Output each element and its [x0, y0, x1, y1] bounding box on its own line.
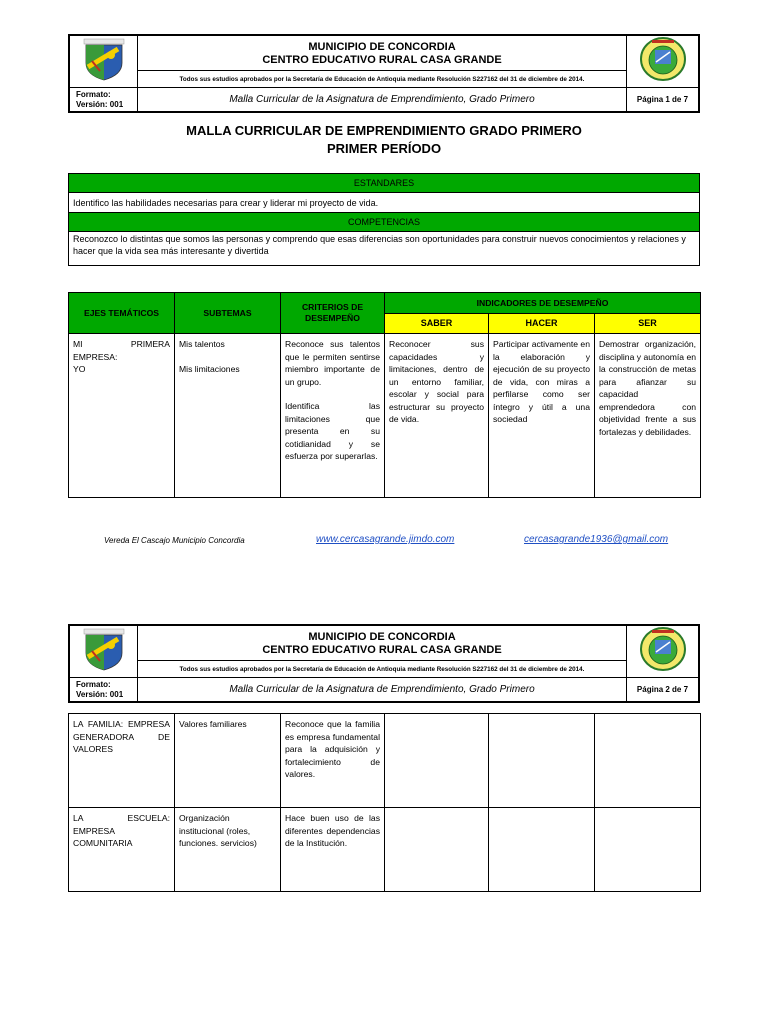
- criterio-cell: Reconoce que la familia es empresa fundamental para la adquisición y fortalecimiento de valores.: [281, 714, 385, 808]
- municipality-name: MUNICIPIO DE CONCORDIA: [308, 41, 456, 53]
- document-title-block: [68, 122, 700, 158]
- eje-cell: [69, 334, 175, 498]
- footer-location: Vereda El Cascajo Municipio Concordia: [104, 536, 245, 545]
- subtema-cell: Valores familiares: [175, 714, 281, 808]
- ser-cell: Demostrar organización, disciplina y autonomía en la construcción de metas para afianzar su capacidad emprendedora con objetividad frente a sus fortalezas y debilidades.: [595, 334, 701, 498]
- school-crest-left: [70, 626, 138, 678]
- competencies-text: Reconozco lo distintas que somos las personas y comprendo que esas diferencias son oportunidades para construir nuevos conocimientos y relaciones y hacer que la vida sea más interesante y divertida: [69, 232, 700, 266]
- school-name: CENTRO EDUCATIVO RURAL CASA GRANDE: [262, 54, 502, 66]
- document-title: MALLA CURRICULAR DE EMPRENDIMIENTO GRADO PRIMERO: [186, 123, 582, 138]
- col-criterios-header: CRITERIOS DE DESEMPEÑO: [281, 293, 385, 334]
- seal-icon: [638, 626, 688, 672]
- version-label: Versión: 001: [76, 99, 124, 109]
- page1-header: [68, 34, 700, 113]
- subtema-item: Mis talentos: [179, 339, 225, 349]
- criterio-cell: [281, 334, 385, 498]
- col-subtemas-header: SUBTEMAS: [175, 293, 281, 334]
- saber-cell: [385, 808, 489, 892]
- period-title: PRIMER PERÍODO: [326, 141, 442, 156]
- municipality-name: MUNICIPIO DE CONCORDIA: [308, 631, 456, 643]
- hacer-cell: [489, 714, 595, 808]
- hacer-cell: [489, 808, 595, 892]
- table-row: [69, 714, 701, 808]
- col-ejes-header: EJES TEMÁTICOS: [69, 293, 175, 334]
- standards-header: ESTANDARES: [69, 174, 700, 193]
- format-version-cell: [70, 88, 138, 112]
- eje-line: MI PRIMERA EMPRESA:: [73, 339, 170, 362]
- ser-cell: [595, 808, 701, 892]
- eje-cell: LA FAMILIA: EMPRESA GENERADORA DE VALORES: [69, 714, 175, 808]
- crest-icon: [78, 37, 130, 81]
- col-hacer-header: HACER: [489, 314, 595, 334]
- hacer-cell: Participar activamente en la elaboración y ejecución de su proyecto de vida, con miras a perfilarse como ser íntegro y útil a una sociedad: [489, 334, 595, 498]
- page-number: Página 1 de 7: [627, 88, 699, 112]
- table-row: [69, 808, 701, 892]
- saber-cell: Reconocer sus capacidades y limitaciones, dentro de un entorno familiar, escolar y social para estructurar su proyecto de vida.: [385, 334, 489, 498]
- footer-email-link[interactable]: cercasagrande1936@gmail.com: [524, 534, 669, 545]
- subtema-cell: [175, 334, 281, 498]
- criterio-item: Reconoce sus talentos que le permiten sentirse miembro importante de un grupo.: [285, 339, 380, 387]
- footer-website-link[interactable]: www.cercasagrande.jimdo.com: [316, 534, 455, 545]
- table-row: [69, 334, 701, 498]
- header-title-cell: [138, 36, 627, 71]
- curriculum-table-page2: [68, 713, 701, 892]
- curriculum-table: [68, 292, 701, 498]
- malla-subtitle: Malla Curricular de la Asignatura de Emprendimiento, Grado Primero: [138, 678, 627, 702]
- col-saber-header: SABER: [385, 314, 489, 334]
- page2-header: [68, 624, 700, 703]
- school-seal-right: [627, 626, 699, 678]
- header-title-cell: [138, 626, 627, 661]
- school-name: CENTRO EDUCATIVO RURAL CASA GRANDE: [262, 644, 502, 656]
- subtema-item: Mis limitaciones: [179, 363, 240, 374]
- subtema-cell: Organización institucional (roles, funciones. servicios): [175, 808, 281, 892]
- competencies-header: COMPETENCIAS: [69, 213, 700, 232]
- eje-line: YO: [73, 364, 86, 374]
- school-seal-right: [627, 36, 699, 88]
- criterio-cell: Hace buen uso de las diferentes dependencias de la Institución.: [281, 808, 385, 892]
- accreditation-note: Todos sus estudios aprobados por la Secretaría de Educación de Antioquia mediante Resolución S227162 del 31 de diciembre de 2014.: [138, 71, 627, 88]
- page-number: Página 2 de 7: [627, 678, 699, 702]
- ser-cell: [595, 714, 701, 808]
- col-ser-header: SER: [595, 314, 701, 334]
- format-version-cell: [70, 678, 138, 702]
- standards-table: [68, 173, 700, 266]
- accreditation-note: Todos sus estudios aprobados por la Secretaría de Educación de Antioquia mediante Resolución S227162 del 31 de diciembre de 2014.: [138, 661, 627, 678]
- seal-icon: [638, 36, 688, 82]
- malla-subtitle: Malla Curricular de la Asignatura de Emprendimiento, Grado Primero: [138, 88, 627, 112]
- format-label: Formato:: [76, 679, 111, 689]
- eje-cell: LA ESCUELA: EMPRESA COMUNITARIA: [69, 808, 175, 892]
- criterio-item: Identifica las limitaciones que presenta en su cotidianidad y se esfuerza por superarlas.: [285, 401, 380, 461]
- saber-cell: [385, 714, 489, 808]
- version-label: Versión: 001: [76, 689, 124, 699]
- school-crest-left: [70, 36, 138, 88]
- crest-icon: [78, 627, 130, 671]
- col-indicadores-header: INDICADORES DE DESEMPEÑO: [385, 293, 701, 314]
- format-label: Formato:: [76, 89, 111, 99]
- standards-text: Identifico las habilidades necesarias para crear y liderar mi proyecto de vida.: [69, 193, 700, 213]
